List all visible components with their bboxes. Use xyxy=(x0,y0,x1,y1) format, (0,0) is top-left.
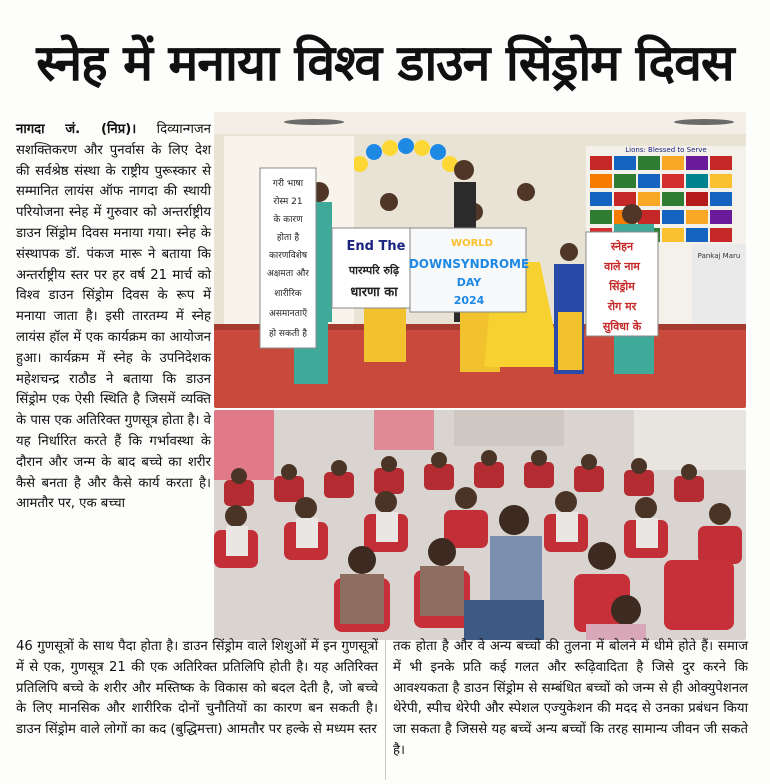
end-banner-text: End The xyxy=(346,239,406,254)
world-day-line: DAY xyxy=(456,276,482,289)
left-sign-line: रोस्म 21 xyxy=(273,197,303,207)
left-sign-line: हो सकती है xyxy=(268,329,308,339)
event-photo-children-banners xyxy=(214,112,746,408)
left-sign-line: असमानताएँ xyxy=(268,309,308,319)
bottom-left-text: 46 गुणसूत्रों के साथ पैदा होता है। डाउन सिंड्रोम वाले शिशुओं में इन गुणसूत्रों में से एक, गुणसूत्र 21 की एक अतिरिक्त प्रतिलिपि होती है। यह अतिरिक्त प्रतिलिपि बच्चे के शरीर और मस्तिष्क के विकास को बदल देती है, जो बच्चे के लिए मानसिक और शारीरिक दोनों चुनौतियों का कारण बन सकती है। डाउन सिंड्रोम वाले लोगों का कद (बुद्धिमत्ता) आमतौर पर हल्के से मध्यम स्तर xyxy=(16,639,378,738)
event-photo-audience xyxy=(214,410,746,640)
dateline: नागदा जं. (निप्र)। xyxy=(16,122,137,137)
column-divider xyxy=(385,640,386,780)
left-sign-line: अक्षमता और xyxy=(267,269,309,279)
wall-name-text: Pankaj Maru xyxy=(697,252,741,260)
stigma-line: धारणा का xyxy=(350,285,398,300)
bottom-right-text: तक होता है और वे अन्य बच्चों की तुलना में बोलने में धीमे होते हैं। समाज में भी इनके प्रति कई गलत और रूढ़िवादिता है जिसे दुर करने कि आवश्यकता है डाउन सिंड्रोम से सम्बंधित बच्चों को जन्म से ही ओक्युपेशनल थेरेपी, स्पीच थेरेपी और स्पेशल एज्युकेशन की मदद से उनका प्रबंधन किया जा सकता है जिससे यह बच्चें अन्य बच्चों कि तरह सामान्य जीवन जी सकते है। xyxy=(393,639,748,758)
right-sign-line: सुविधा के xyxy=(602,320,642,333)
headline: स्नेह में मनाया विश्व डाउन सिंड्रोम दिवस xyxy=(36,34,734,92)
left-sign-line: होता है xyxy=(276,233,300,243)
left-sign-line: के कारण xyxy=(273,215,303,225)
world-day-line: WORLD xyxy=(451,238,493,249)
article-bottom-left xyxy=(16,637,378,741)
world-day-line: 2024 xyxy=(453,294,485,307)
article-left-column xyxy=(16,120,211,515)
wall-banner-text: Lions: Blessed to Serve xyxy=(625,146,707,154)
right-sign-line: स्नेहन xyxy=(610,240,634,253)
left-sign-line: कारणविशेष xyxy=(268,251,308,261)
right-sign-line: रोग मर xyxy=(607,300,637,313)
right-sign-line: सिंड्रोम xyxy=(609,280,635,293)
left-column-text: दिव्यान्गजन सशक्तिकरण और पुनर्वास के लिए देश की सर्वश्रेष्ठ संस्था के राष्ट्रीय पुरूस्कार से सम्मानित लायंस ऑफ नागदा की स्थायी परियोजना स्नेह में गुरुवार को अन्तर्राष्ट्रीय डाउन सिंड्रोम दिवस मनाया गया। स्नेह के संस्थापक डॉ. पंकज मारू ने बताया कि अन्तर्राष्ट्रीय स्तर पर हर वर्ष 21 मार्च को विश्व डाउन सिंड्रोम दिवस के रूप में मनाया जाता है। इसी तारतम्य में स्नेह लायंस हॉल में एक कार्यक्रम का आयोजन हुआ। कार्यक्रम में स्नेह के उपनिदेशक महेशचन्द्र राठौड ने बताया कि डाउन सिंड्रोम एक ऐसी स्थिति है जिसमें व्यक्ति के पास एक अतिरिक्त गुणसूत्र होता है। वे यह निर्धारित करते हैं कि गर्भावस्था के दौरान और जन्म के बाद बच्चे का शरीर कैसे बनता है और कैसे कार्य करता है। आमतौर पर, एक बच्चा xyxy=(16,122,211,512)
left-sign-line: गरी भाषा xyxy=(272,179,304,189)
right-sign-line: वाले नाम xyxy=(604,260,640,273)
left-sign-line: शारीरिक xyxy=(274,289,302,299)
article-bottom-right xyxy=(393,637,748,762)
world-day-line: DOWNSYNDROME xyxy=(408,257,530,271)
stigma-line: पारम्परि रुढ़ि xyxy=(348,264,400,277)
